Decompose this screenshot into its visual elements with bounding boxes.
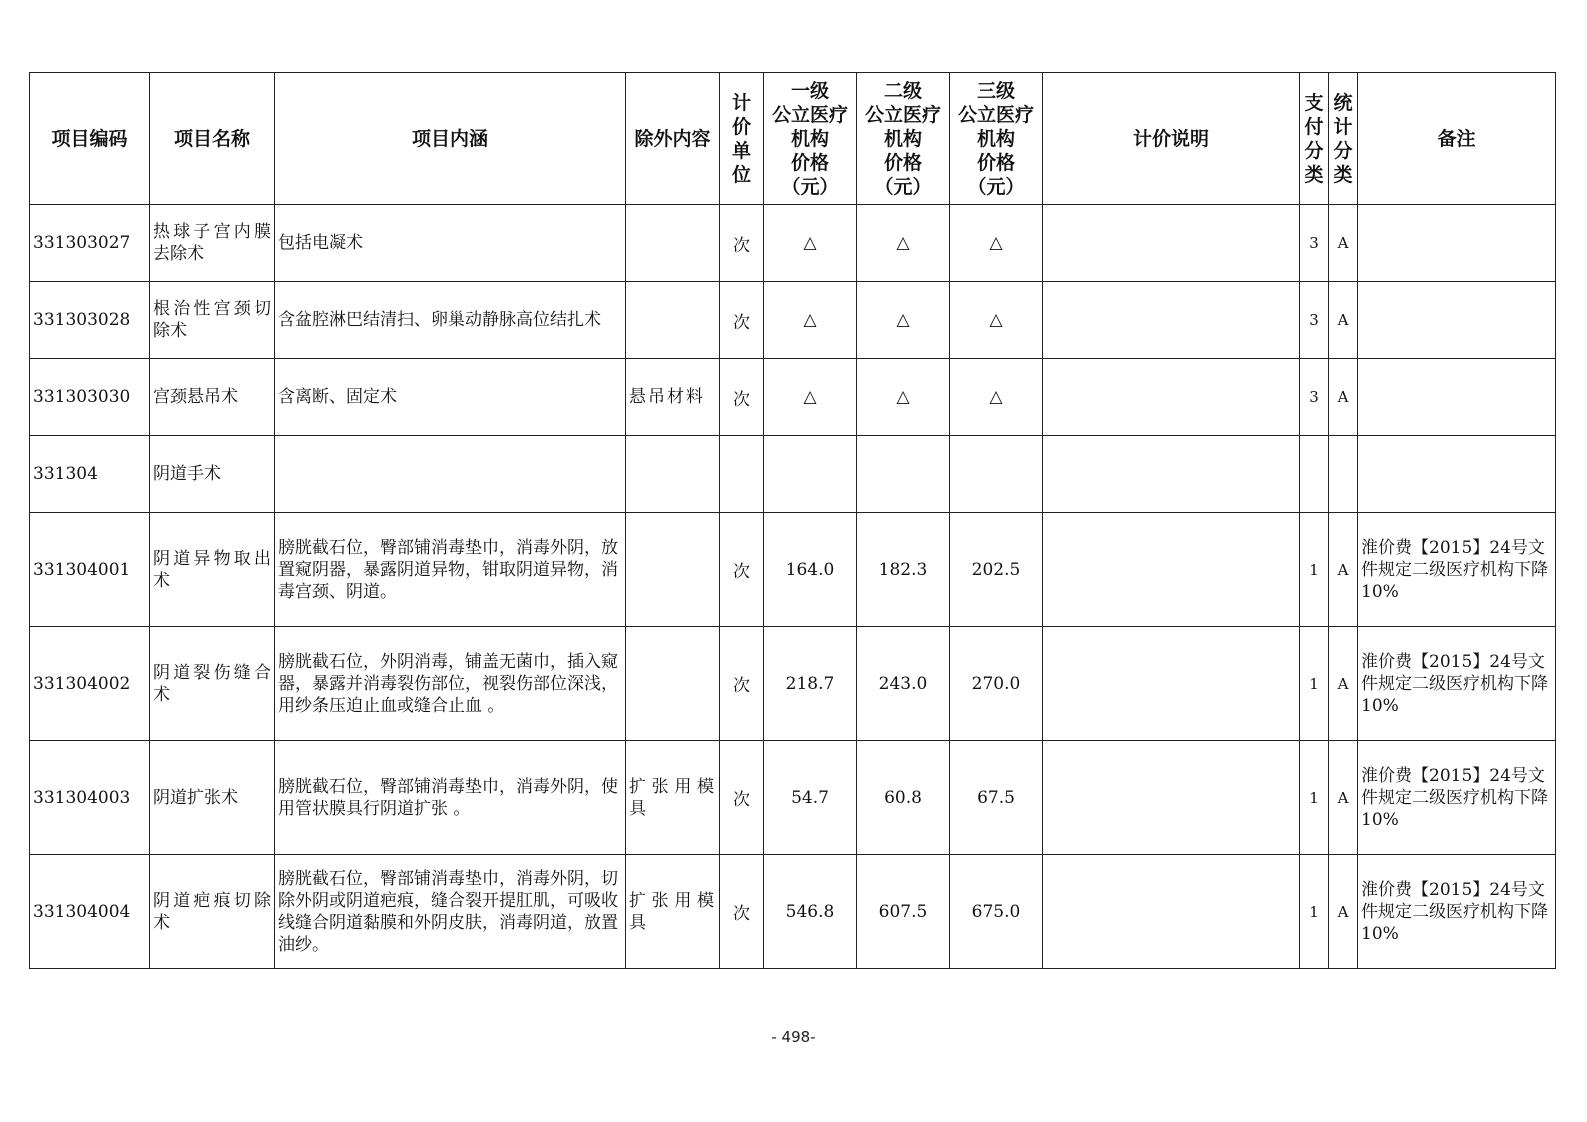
header-except: 除外内容 (626, 73, 720, 205)
item-unit: 次 (720, 513, 764, 627)
header-code: 项目编码 (30, 73, 150, 205)
item-code: 331304 (30, 436, 150, 513)
item-unit: 次 (720, 359, 764, 436)
item-code: 331303030 (30, 359, 150, 436)
table-row (30, 282, 1556, 359)
item-except: 扩张用模具 (626, 741, 720, 855)
item-price-level3: △ (950, 205, 1043, 282)
item-code: 331304001 (30, 513, 150, 627)
header-unit: 计 价 单 位 (720, 73, 764, 205)
item-price-level1: △ (764, 205, 857, 282)
item-price-level1: △ (764, 359, 857, 436)
item-price-level3 (950, 436, 1043, 513)
table-row (30, 205, 1556, 282)
item-content: 膀胱截石位，臀部铺消毒垫巾，消毒外阴，放置窥阴器，暴露阴道异物，钳取阴道异物，消毒宫颈、阴道。 (275, 513, 626, 627)
item-name: 阴道异物取出术 (150, 513, 275, 627)
item-code: 331303027 (30, 205, 150, 282)
item-except (626, 282, 720, 359)
item-pricing-note (1043, 205, 1300, 282)
item-stat-class: A (1329, 359, 1358, 436)
item-pay-class: 1 (1300, 855, 1329, 969)
table-row (30, 855, 1556, 969)
item-price-level2: △ (857, 282, 950, 359)
item-price-level2: 243.0 (857, 627, 950, 741)
item-pay-class: 1 (1300, 741, 1329, 855)
item-pricing-note (1043, 282, 1300, 359)
item-pay-class: 3 (1300, 205, 1329, 282)
item-except (626, 513, 720, 627)
item-price-level2: 60.8 (857, 741, 950, 855)
item-code: 331304004 (30, 855, 150, 969)
item-price-level2: 607.5 (857, 855, 950, 969)
item-name: 热球子宫内膜去除术 (150, 205, 275, 282)
item-price-level3: 67.5 (950, 741, 1043, 855)
item-name: 阴道手术 (150, 436, 275, 513)
item-remark: 淮价费【2015】24号文件规定二级医疗机构下降10% (1358, 627, 1556, 741)
item-pricing-note (1043, 513, 1300, 627)
header-price-level3: 三级 公立医疗 机构 价格 （元） (950, 73, 1043, 205)
item-price-level2: 182.3 (857, 513, 950, 627)
item-except: 扩张用模具 (626, 855, 720, 969)
item-price-level1 (764, 436, 857, 513)
item-remark (1358, 436, 1556, 513)
table-header-row (30, 73, 1556, 205)
item-remark (1358, 205, 1556, 282)
item-price-level1: 164.0 (764, 513, 857, 627)
item-price-level3: 270.0 (950, 627, 1043, 741)
item-pricing-note (1043, 627, 1300, 741)
item-pay-class: 3 (1300, 359, 1329, 436)
item-name: 阴道疤痕切除术 (150, 855, 275, 969)
header-stat-class: 统 计 分 类 (1329, 73, 1358, 205)
item-remark (1358, 282, 1556, 359)
header-remark: 备注 (1358, 73, 1556, 205)
item-price-level3: △ (950, 282, 1043, 359)
item-except: 悬吊材料 (626, 359, 720, 436)
item-name: 根治性宫颈切除术 (150, 282, 275, 359)
item-unit: 次 (720, 741, 764, 855)
item-pay-class: 3 (1300, 282, 1329, 359)
item-content: 包括电凝术 (275, 205, 626, 282)
item-content: 含离断、固定术 (275, 359, 626, 436)
item-price-level2 (857, 436, 950, 513)
header-name: 项目名称 (150, 73, 275, 205)
item-name: 阴道扩张术 (150, 741, 275, 855)
item-stat-class: A (1329, 513, 1358, 627)
item-price-level1: 218.7 (764, 627, 857, 741)
header-price-level1: 一级 公立医疗 机构 价格 （元） (764, 73, 857, 205)
item-except (626, 205, 720, 282)
page-number: - 498- (771, 1028, 816, 1046)
item-stat-class: A (1329, 741, 1358, 855)
item-pricing-note (1043, 741, 1300, 855)
table-row (30, 359, 1556, 436)
table-row (30, 627, 1556, 741)
item-code: 331304002 (30, 627, 150, 741)
item-content: 膀胱截石位，臀部铺消毒垫巾，消毒外阴，使用管状膜具行阴道扩张 。 (275, 741, 626, 855)
item-price-level1: 54.7 (764, 741, 857, 855)
item-pricing-note (1043, 855, 1300, 969)
item-content (275, 436, 626, 513)
item-content: 含盆腔淋巴结清扫、卵巢动静脉高位结扎术 (275, 282, 626, 359)
item-price-level3: △ (950, 359, 1043, 436)
item-pay-class (1300, 436, 1329, 513)
item-code: 331304003 (30, 741, 150, 855)
item-price-level1: △ (764, 282, 857, 359)
header-pay-class: 支 付 分 类 (1300, 73, 1329, 205)
item-remark (1358, 359, 1556, 436)
item-stat-class: A (1329, 205, 1358, 282)
item-remark: 淮价费【2015】24号文件规定二级医疗机构下降10% (1358, 855, 1556, 969)
pricing-table (29, 72, 1556, 969)
item-code: 331303028 (30, 282, 150, 359)
item-price-level1: 546.8 (764, 855, 857, 969)
header-content: 项目内涵 (275, 73, 626, 205)
item-price-level2: △ (857, 205, 950, 282)
table-row (30, 741, 1556, 855)
item-stat-class: A (1329, 627, 1358, 741)
item-stat-class (1329, 436, 1358, 513)
item-pay-class: 1 (1300, 513, 1329, 627)
item-content: 膀胱截石位，外阴消毒，铺盖无菌巾，插入窥器，暴露并消毒裂伤部位，视裂伤部位深浅，用纱条压迫止血或缝合止血 。 (275, 627, 626, 741)
item-remark: 淮价费【2015】24号文件规定二级医疗机构下降10% (1358, 741, 1556, 855)
header-pricing-note: 计价说明 (1043, 73, 1300, 205)
item-unit: 次 (720, 282, 764, 359)
item-price-level2: △ (857, 359, 950, 436)
item-pricing-note (1043, 436, 1300, 513)
table-row (30, 513, 1556, 627)
item-pay-class: 1 (1300, 627, 1329, 741)
item-name: 阴道裂伤缝合术 (150, 627, 275, 741)
item-unit: 次 (720, 205, 764, 282)
table-row (30, 436, 1556, 513)
item-price-level3: 675.0 (950, 855, 1043, 969)
header-price-level2: 二级 公立医疗 机构 价格 （元） (857, 73, 950, 205)
item-name: 宫颈悬吊术 (150, 359, 275, 436)
item-unit: 次 (720, 627, 764, 741)
item-except (626, 627, 720, 741)
item-remark: 淮价费【2015】24号文件规定二级医疗机构下降10% (1358, 513, 1556, 627)
item-except (626, 436, 720, 513)
item-unit: 次 (720, 855, 764, 969)
item-price-level3: 202.5 (950, 513, 1043, 627)
item-pricing-note (1043, 359, 1300, 436)
item-content: 膀胱截石位，臀部铺消毒垫巾，消毒外阴，切除外阴或阴道疤痕，缝合裂开提肛肌，可吸收线缝合阴道黏膜和外阴皮肤，消毒阴道，放置油纱。 (275, 855, 626, 969)
item-stat-class: A (1329, 282, 1358, 359)
item-unit (720, 436, 764, 513)
item-stat-class: A (1329, 855, 1358, 969)
